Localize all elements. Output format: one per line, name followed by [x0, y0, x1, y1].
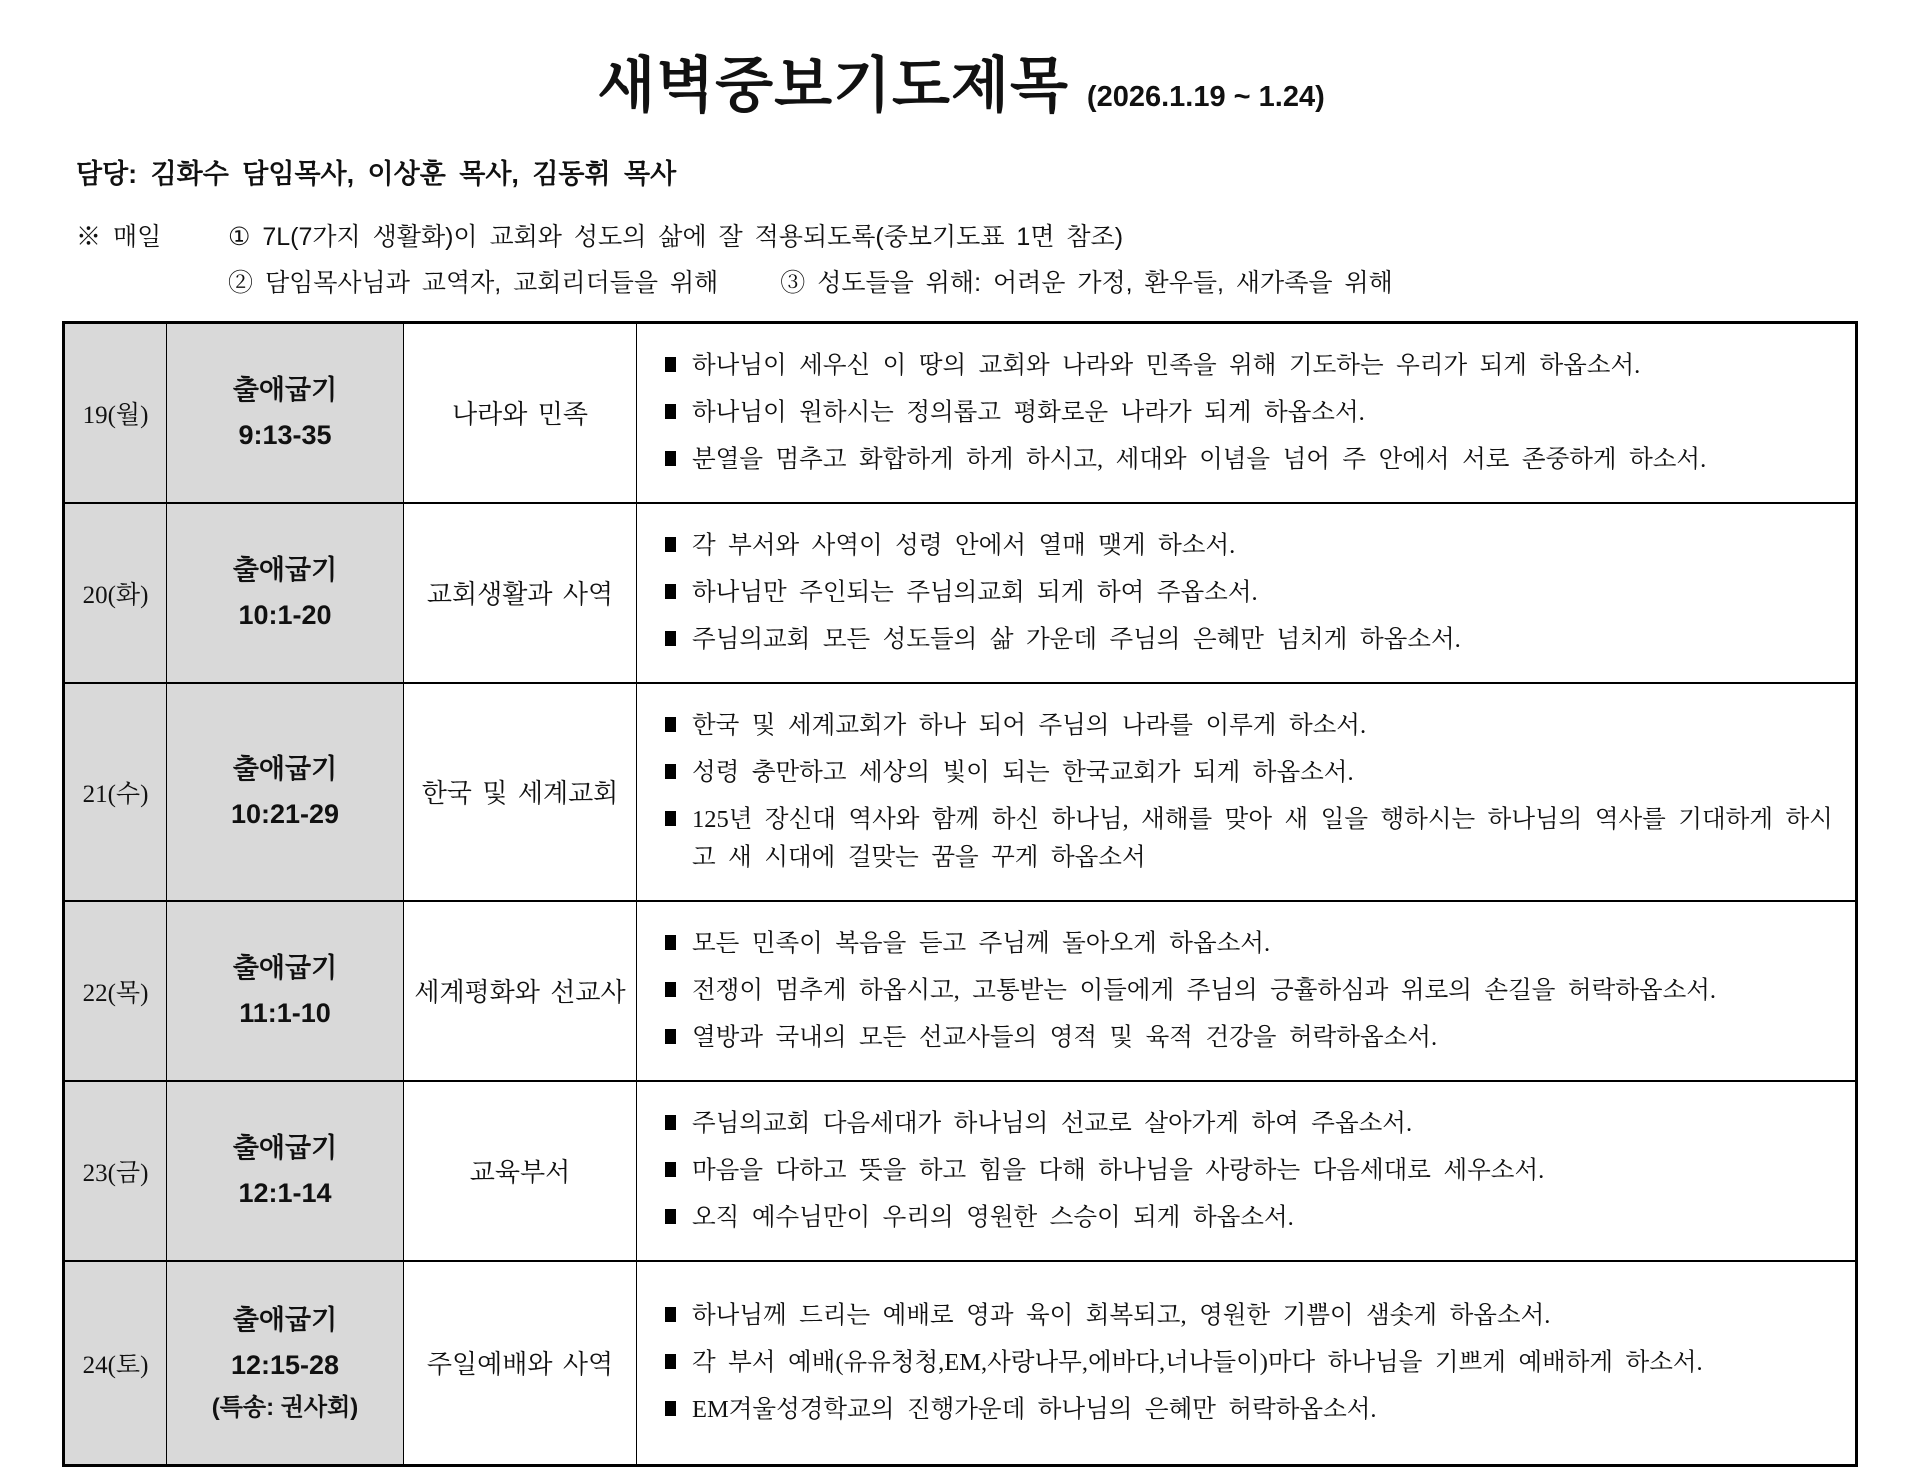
bullet-text: EM겨울성경학교의 진행가운데 하나님의 은혜만 허락하옵소서. [692, 1395, 1377, 1423]
daily-section [76, 217, 1860, 299]
scripture-verse: 11:1-10 [239, 997, 331, 1028]
bullets-cell [637, 503, 1857, 683]
date-cell: 21(수) [64, 683, 167, 901]
date-range: (2026.1.19 ~ 1.24) [1086, 81, 1325, 113]
bullet-text: 분열을 멈추고 화합하게 하게 하시고, 세대와 이념을 넘어 주 안에서 서로 존중하게 하소서. [692, 445, 1707, 473]
prayer-table [62, 321, 1858, 1467]
bullet-square-icon [665, 1162, 676, 1177]
daily-items [228, 217, 1860, 299]
bullets-cell [637, 1261, 1857, 1466]
scripture-book: 출애굽기 [232, 1133, 338, 1163]
bullet-square-icon [665, 717, 676, 732]
bullet-square-icon [665, 631, 676, 646]
daily-line-2 [228, 263, 1860, 299]
scripture-book: 출애굽기 [232, 555, 338, 586]
table-row [64, 1081, 1857, 1261]
table-row [64, 901, 1857, 1081]
scripture-verse: 12:15-28 [230, 1349, 340, 1380]
bullet-text: 각 부서 예배(유유청청,EM,사랑나무,에바다,너나들이)마다 하나님을 기쁘게 예배하게 하소서. [692, 1348, 1703, 1376]
scripture-cell [167, 1261, 404, 1466]
bullet-square-icon [665, 935, 676, 950]
bullet-line [663, 972, 1837, 1010]
topic-cell: 교회생활과 사역 [404, 503, 637, 683]
bullet-text: 주님의교회 모든 성도들의 삶 가운데 주님의 은혜만 넘치게 하옵소서. [692, 625, 1461, 653]
date-cell: 23(금) [64, 1081, 167, 1261]
scripture-book: 출애굽기 [232, 375, 338, 406]
date-cell: 24(토) [64, 1261, 167, 1466]
bullet-text: 하나님만 주인되는 주님의교회 되게 하여 주옵소서. [692, 578, 1258, 606]
bullet-line [663, 527, 1837, 565]
page-title: 새벽중보기도제목 [597, 52, 1069, 119]
bullet-square-icon [665, 811, 676, 826]
date-cell: 20(화) [64, 503, 167, 683]
bullets-cell [637, 683, 1857, 901]
daily-label: ※ 매일 [76, 223, 162, 251]
table-row [64, 503, 1857, 683]
table-row [64, 323, 1857, 503]
bullet-text: 한국 및 세계교회가 하나 되어 주님의 나라를 이루게 하소서. [692, 711, 1367, 739]
bullet-square-icon [665, 357, 676, 372]
scripture-verse: 10:21-29 [230, 798, 340, 829]
date-cell: 19(월) [64, 323, 167, 503]
bullet-square-icon [665, 1401, 676, 1416]
table-row [64, 1261, 1857, 1466]
scripture-note: (특송: 권사회) [211, 1393, 359, 1421]
bullet-line [663, 1019, 1837, 1057]
scripture-cell [167, 503, 404, 683]
bullet-square-icon [665, 404, 676, 419]
bullet-square-icon [665, 1115, 676, 1130]
bullet-line [663, 801, 1837, 877]
scripture-book: 출애굽기 [232, 754, 338, 785]
bullet-line [663, 1391, 1837, 1429]
scripture-cell [167, 1081, 404, 1261]
bullet-text: 하나님께 드리는 예배로 영과 육이 회복되고, 영원한 기쁨이 샘솟게 하옵소서. [692, 1301, 1551, 1329]
bullet-square-icon [665, 982, 676, 997]
bullets-cell [637, 1081, 1857, 1261]
bullets-cell [637, 901, 1857, 1081]
bullet-square-icon [665, 1209, 676, 1224]
scripture-verse: 12:1-14 [238, 1177, 332, 1208]
bullet-text: 하나님이 원하시는 정의롭고 평화로운 나라가 되게 하옵소서. [692, 398, 1365, 426]
scripture-book: 출애굽기 [232, 953, 338, 984]
bullet-text: 주님의교회 다음세대가 하나님의 선교로 살아가게 하여 주옵소서. [692, 1109, 1413, 1137]
bullet-square-icon [665, 1029, 676, 1044]
bullet-line [663, 1297, 1837, 1335]
bullet-text: 각 부서와 사역이 성령 안에서 열매 맺게 하소서. [692, 531, 1236, 559]
bullet-line [663, 394, 1837, 432]
bullet-square-icon [665, 451, 676, 466]
topic-cell: 한국 및 세계교회 [404, 683, 637, 901]
topic-cell: 나라와 민족 [404, 323, 637, 503]
table-row [64, 683, 1857, 901]
bullet-line [663, 347, 1837, 385]
bullet-line [663, 441, 1837, 479]
daily-item-3: ③ 성도들을 위해: 어려운 가정, 환우들, 새가족을 위해 [780, 269, 1393, 297]
bullet-square-icon [665, 764, 676, 779]
bullet-text: 오직 예수님만이 우리의 영원한 스승이 되게 하옵소서. [692, 1203, 1294, 1231]
title-row [62, 38, 1860, 124]
bullet-line [663, 574, 1837, 612]
bullet-text: 125년 장신대 역사와 함께 하신 하나님, 새해를 맞아 새 일을 행하시는 하나님의 역사를 기대하게 하시고 새 시대에 걸맞는 꿈을 꾸게 하옵소서 [692, 805, 1833, 871]
bullet-text: 전쟁이 멈추게 하옵시고, 고통받는 이들에게 주님의 긍휼하심과 위로의 손길을 허락하옵소서. [692, 976, 1717, 1004]
scripture-cell [167, 323, 404, 503]
bullet-square-icon [665, 1354, 676, 1369]
bullet-line [663, 707, 1837, 745]
scripture-cell [167, 683, 404, 901]
staff-line: 담당: 김화수 담임목사, 이상훈 목사, 김동휘 목사 [76, 159, 677, 189]
daily-item-1: ① 7L(7가지 생활화)이 교회와 성도의 삶에 잘 적용되도록(중보기도표 1면 참조) [228, 223, 1124, 251]
topic-cell: 교육부서 [404, 1081, 637, 1261]
date-cell: 22(목) [64, 901, 167, 1081]
daily-item-2: ② 담임목사님과 교역자, 교회리더들을 위해 [228, 269, 719, 297]
scripture-verse: 9:13-35 [238, 419, 332, 450]
bullet-line [663, 1152, 1837, 1190]
bullet-square-icon [665, 537, 676, 552]
bullet-square-icon [665, 584, 676, 599]
bullet-line [663, 621, 1837, 659]
bullet-text: 마음을 다하고 뜻을 하고 힘을 다해 하나님을 사랑하는 다음세대로 세우소서. [692, 1156, 1545, 1184]
bullet-line [663, 1199, 1837, 1237]
bullet-text: 모든 민족이 복음을 듣고 주님께 돌아오게 하옵소서. [692, 929, 1271, 957]
scripture-book: 출애굽기 [232, 1305, 338, 1336]
bullet-line [663, 1105, 1837, 1143]
bullet-text: 성령 충만하고 세상의 빛이 되는 한국교회가 되게 하옵소서. [692, 758, 1354, 786]
bullet-text: 하나님이 세우신 이 땅의 교회와 나라와 민족을 위해 기도하는 우리가 되게 하옵소서. [692, 352, 1641, 379]
scripture-cell [167, 901, 404, 1081]
topic-cell: 세계평화와 선교사 [404, 901, 637, 1081]
scripture-verse: 10:1-20 [238, 599, 332, 630]
topic-cell: 주일예배와 사역 [404, 1261, 637, 1466]
bullets-cell [637, 323, 1857, 503]
bullet-line [663, 754, 1837, 792]
bullet-text: 열방과 국내의 모든 선교사들의 영적 및 육적 건강을 허락하옵소서. [692, 1023, 1438, 1051]
bullet-line [663, 925, 1837, 963]
bullet-line [663, 1344, 1837, 1382]
bullet-square-icon [665, 1307, 676, 1322]
